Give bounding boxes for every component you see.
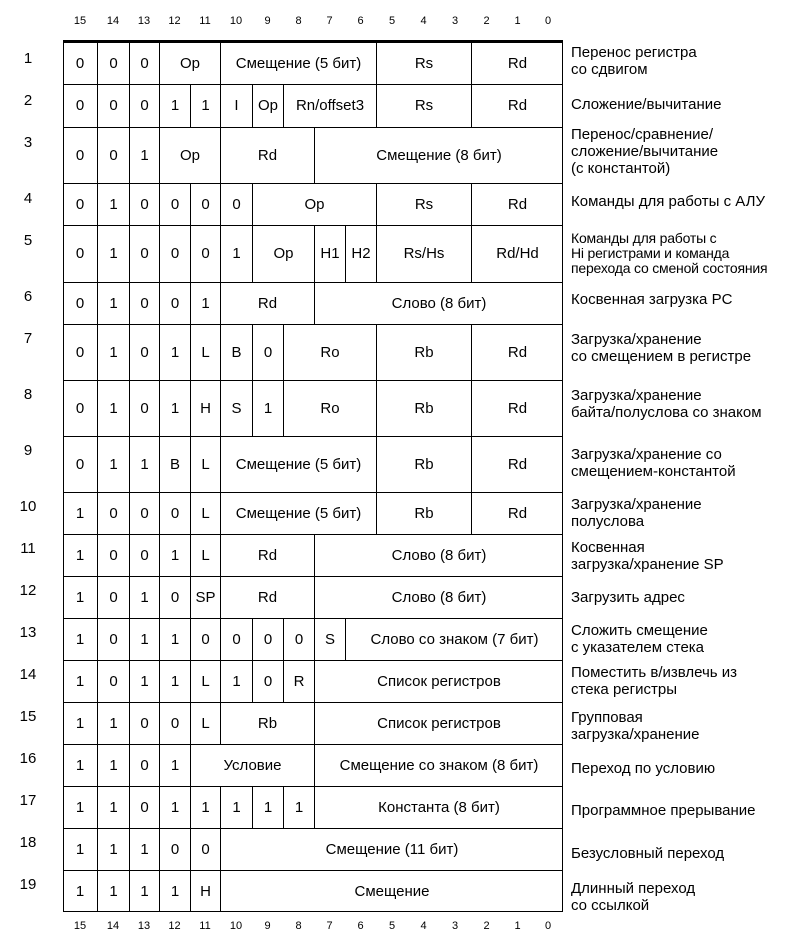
bit-field-cell: Rs/Hs bbox=[376, 225, 471, 282]
bit-field-cell: H1 bbox=[314, 225, 345, 282]
bit-field-cell: 0 bbox=[159, 828, 190, 870]
bit-field-cell: 1 bbox=[159, 324, 190, 380]
bit-field-cell: Rd bbox=[471, 324, 563, 380]
bit-field-cell: 1 bbox=[129, 436, 159, 492]
bit-field-cell: Смещение bbox=[220, 870, 563, 912]
bit-field-cell: L bbox=[190, 660, 220, 702]
row-number: 19 bbox=[19, 876, 37, 893]
bit-field-cell: Rs bbox=[376, 42, 471, 84]
row-number: 12 bbox=[19, 582, 37, 599]
bit-field-cell: 1 bbox=[190, 84, 220, 127]
bit-field-cell: L bbox=[190, 702, 220, 744]
bit-field-cell: Rb bbox=[376, 492, 471, 534]
row-number: 2 bbox=[23, 92, 33, 109]
bit-field-cell: 1 bbox=[75, 672, 85, 690]
bit-field-cell: 1 bbox=[75, 504, 85, 522]
bit-field-cell: 0 bbox=[75, 146, 85, 164]
bit-field-cell: 1 bbox=[75, 798, 85, 816]
bit-field-cell: 1 bbox=[159, 744, 190, 786]
bit-field-cell: 1 bbox=[220, 660, 252, 702]
bit-field-cell: 0 bbox=[97, 84, 129, 127]
row-number: 16 bbox=[19, 750, 37, 767]
format-description: Перенос регистра со сдвигом bbox=[571, 44, 697, 78]
bit-field-cell: 1 bbox=[97, 436, 129, 492]
bit-field-cell: Rs bbox=[376, 84, 471, 127]
format-description: Программное прерывание bbox=[571, 802, 756, 819]
bit-field-cell: 1 bbox=[75, 840, 85, 858]
bit-field-cell: Константа (8 бит) bbox=[314, 786, 563, 828]
row-number: 7 bbox=[23, 330, 33, 347]
bit-field-cell: 0 bbox=[129, 282, 159, 324]
bit-field-cell: 0 bbox=[159, 225, 190, 282]
bit-field-cell: Rb bbox=[376, 380, 471, 436]
bit-number-top: 14 bbox=[106, 15, 120, 27]
bit-field-cell: L bbox=[190, 534, 220, 576]
bit-field-cell: Rd bbox=[220, 127, 314, 183]
format-description: Перенос/сравнение/ сложение/вычитание (с константой) bbox=[571, 126, 719, 177]
bit-field-cell: Op bbox=[252, 84, 283, 127]
bit-field-cell: 0 bbox=[159, 576, 190, 618]
bit-field-cell: 1 bbox=[283, 786, 314, 828]
bit-field-cell: 0 bbox=[129, 225, 159, 282]
bit-number-bottom: 14 bbox=[106, 920, 120, 932]
bit-field-cell: 0 bbox=[190, 828, 220, 870]
bit-field-cell: 1 bbox=[75, 756, 85, 774]
bit-field-cell: Смещение (5 бит) bbox=[220, 492, 376, 534]
bit-number-top: 9 bbox=[264, 15, 271, 27]
bit-field-cell: 1 bbox=[159, 618, 190, 660]
row-number: 5 bbox=[23, 232, 33, 249]
bit-field-cell: 0 bbox=[129, 42, 159, 84]
row-number: 14 bbox=[19, 666, 37, 683]
bit-field-cell: Ro bbox=[283, 380, 376, 436]
bit-field-cell: 1 bbox=[129, 828, 159, 870]
bit-field-cell: 1 bbox=[190, 282, 220, 324]
bit-number-top: 2 bbox=[483, 15, 490, 27]
bit-number-top: 0 bbox=[544, 15, 552, 27]
bit-number-bottom: 2 bbox=[483, 920, 490, 932]
format-description: Загрузка/хранение полуслова bbox=[571, 496, 702, 530]
bit-number-bottom: 8 bbox=[295, 920, 302, 932]
bit-field-cell: B bbox=[220, 324, 252, 380]
bit-number-bottom: 0 bbox=[544, 920, 552, 932]
bit-field-cell: 0 bbox=[75, 97, 85, 114]
bit-number-bottom: 11 bbox=[199, 920, 211, 932]
format-description: Загрузка/хранение байта/полуслова со знаком bbox=[571, 387, 762, 421]
bit-field-cell: 0 bbox=[159, 183, 190, 225]
bit-field-cell: Op bbox=[252, 225, 314, 282]
bit-field-cell: Rd bbox=[471, 84, 563, 127]
bit-field-cell: 0 bbox=[129, 744, 159, 786]
bit-field-cell: Op bbox=[159, 42, 220, 84]
bit-field-cell: 1 bbox=[97, 380, 129, 436]
bit-number-top: 13 bbox=[137, 15, 151, 27]
bit-field-cell: 1 bbox=[75, 630, 85, 648]
bit-field-cell: 0 bbox=[190, 225, 220, 282]
bit-field-cell: 0 bbox=[252, 660, 283, 702]
bit-field-cell: Rb bbox=[376, 324, 471, 380]
bit-field-cell: 1 bbox=[75, 588, 85, 606]
bit-field-cell: 1 bbox=[97, 702, 129, 744]
bit-number-top: 5 bbox=[388, 15, 396, 27]
bit-field-cell: 0 bbox=[283, 618, 314, 660]
bit-field-cell: B bbox=[159, 436, 190, 492]
bit-number-bottom: 15 bbox=[73, 920, 87, 932]
bit-number-bottom: 3 bbox=[451, 920, 459, 932]
bit-field-cell: 1 bbox=[97, 183, 129, 225]
bit-field-cell: 0 bbox=[97, 660, 129, 702]
bit-field-cell: H2 bbox=[345, 225, 376, 282]
bit-field-cell: Rd bbox=[220, 534, 314, 576]
bit-field-cell: Смещение (5 бит) bbox=[220, 436, 376, 492]
bit-field-cell: Смещение (5 бит) bbox=[220, 42, 376, 84]
bit-field-cell: 0 bbox=[97, 576, 129, 618]
bit-field-cell: 1 bbox=[159, 84, 190, 127]
format-description: Переход по условию bbox=[571, 760, 716, 777]
row-number: 8 bbox=[23, 386, 33, 403]
bit-number-top: 6 bbox=[357, 15, 364, 27]
bit-field-cell: 0 bbox=[75, 399, 85, 417]
bit-field-cell: H bbox=[190, 870, 220, 912]
bit-field-cell: 0 bbox=[159, 492, 190, 534]
bit-field-cell: 0 bbox=[129, 324, 159, 380]
bit-field-cell: SP bbox=[190, 576, 220, 618]
bit-field-cell: Условие bbox=[190, 744, 314, 786]
bit-field-cell: 1 bbox=[252, 786, 283, 828]
bit-field-cell: 1 bbox=[129, 660, 159, 702]
bit-field-cell: Слово (8 бит) bbox=[314, 534, 563, 576]
bit-number-bottom: 13 bbox=[137, 920, 151, 932]
bit-field-cell: 0 bbox=[97, 534, 129, 576]
bit-field-cell: 0 bbox=[97, 127, 129, 183]
bit-field-cell: 0 bbox=[75, 245, 85, 262]
bit-field-cell: 0 bbox=[252, 324, 283, 380]
bit-number-top: 8 bbox=[295, 15, 302, 27]
bit-field-cell: 0 bbox=[129, 534, 159, 576]
bit-field-cell: 0 bbox=[129, 702, 159, 744]
bit-field-cell: Rd bbox=[471, 380, 563, 436]
row-number: 6 bbox=[23, 288, 33, 305]
bit-field-cell: Rd bbox=[471, 183, 563, 225]
bit-field-cell: 1 bbox=[97, 225, 129, 282]
row-number: 17 bbox=[19, 792, 37, 809]
bit-field-cell: Список регистров bbox=[314, 702, 563, 744]
bit-field-cell: 0 bbox=[220, 618, 252, 660]
bit-field-cell: 0 bbox=[129, 786, 159, 828]
bit-field-cell: Смещение (11 бит) bbox=[220, 828, 563, 870]
format-description: Команды для работы с Hi регистрами и команда перехода со сменой состояния bbox=[571, 230, 768, 276]
bit-number-bottom: 6 bbox=[357, 920, 364, 932]
bit-field-cell: L bbox=[190, 324, 220, 380]
bit-field-cell: 1 bbox=[159, 786, 190, 828]
bit-number-top: 7 bbox=[326, 15, 333, 27]
bit-number-top: 15 bbox=[73, 15, 87, 27]
bit-field-cell: 1 bbox=[190, 786, 220, 828]
bit-field-cell: 0 bbox=[129, 84, 159, 127]
bit-field-cell: 1 bbox=[129, 127, 159, 183]
bit-field-cell: S bbox=[220, 380, 252, 436]
bit-field-cell: Ro bbox=[283, 324, 376, 380]
bit-field-cell: Смещение со знаком (8 бит) bbox=[314, 744, 563, 786]
bit-field-cell: 1 bbox=[159, 660, 190, 702]
bit-field-cell: 0 bbox=[252, 618, 283, 660]
bit-field-cell: 1 bbox=[97, 324, 129, 380]
bit-field-cell: Слово (8 бит) bbox=[314, 282, 563, 324]
bit-field-cell: 1 bbox=[97, 282, 129, 324]
bit-field-cell: 0 bbox=[159, 702, 190, 744]
bit-number-top: 1 bbox=[514, 15, 521, 27]
bit-field-cell: 1 bbox=[97, 870, 129, 912]
format-description: Косвенная загрузка PC bbox=[571, 291, 733, 308]
bit-field-cell: Список регистров bbox=[314, 660, 563, 702]
bit-field-cell: 1 bbox=[97, 744, 129, 786]
bit-number-bottom: 1 bbox=[514, 920, 521, 932]
bit-number-bottom: 10 bbox=[229, 920, 243, 932]
bit-field-cell: 1 bbox=[220, 786, 252, 828]
bit-field-cell: I bbox=[220, 84, 252, 127]
format-description: Поместить в/извлечь из стека регистры bbox=[571, 664, 738, 698]
format-description: Загрузить адрес bbox=[571, 589, 685, 606]
bit-field-cell: Слово (8 бит) bbox=[314, 576, 563, 618]
row-number: 4 bbox=[23, 190, 33, 207]
row-number: 3 bbox=[23, 134, 33, 151]
bit-field-cell: Rn/offset3 bbox=[283, 84, 376, 127]
bit-field-cell: Смещение (8 бит) bbox=[314, 127, 563, 183]
bit-field-cell: Rb bbox=[376, 436, 471, 492]
bit-field-cell: Rd bbox=[471, 492, 563, 534]
bit-field-cell: 0 bbox=[75, 343, 85, 361]
bit-field-cell: Rd bbox=[471, 42, 563, 84]
bit-field-cell: 1 bbox=[252, 380, 283, 436]
format-description: Загрузка/хранение со смещением в регистре bbox=[571, 331, 752, 365]
bit-field-cell: 0 bbox=[190, 183, 220, 225]
bit-field-cell: 1 bbox=[129, 618, 159, 660]
bit-field-cell: 0 bbox=[129, 183, 159, 225]
bit-field-cell: 1 bbox=[97, 828, 129, 870]
bit-field-cell: 0 bbox=[75, 195, 85, 213]
format-description: Загрузка/хранение со смещением-константой bbox=[571, 446, 736, 480]
bit-field-cell: 0 bbox=[97, 618, 129, 660]
bit-field-cell: Op bbox=[252, 183, 376, 225]
bit-field-cell: 0 bbox=[75, 455, 85, 473]
row-number: 1 bbox=[23, 50, 33, 67]
bit-number-top: 3 bbox=[451, 15, 459, 27]
bit-field-cell: Rs bbox=[376, 183, 471, 225]
bit-field-cell: 1 bbox=[159, 870, 190, 912]
bit-field-cell: Rd/Hd bbox=[471, 225, 563, 282]
bit-number-top: 11 bbox=[199, 15, 211, 27]
bit-field-cell: 1 bbox=[129, 870, 159, 912]
bit-field-cell: Слово со знаком (7 бит) bbox=[345, 618, 563, 660]
row-number: 11 bbox=[20, 540, 36, 557]
bit-field-cell: 0 bbox=[97, 492, 129, 534]
format-description: Сложить смещение с указателем стека bbox=[571, 622, 708, 656]
bit-field-cell: 1 bbox=[75, 882, 85, 900]
row-number: 9 bbox=[23, 442, 33, 459]
bit-number-bottom: 9 bbox=[264, 920, 271, 932]
bit-field-cell: Rd bbox=[220, 282, 314, 324]
bit-field-cell: 0 bbox=[97, 42, 129, 84]
bit-field-cell: R bbox=[283, 660, 314, 702]
bit-field-cell: 0 bbox=[75, 54, 85, 72]
bit-field-cell: 1 bbox=[159, 534, 190, 576]
bit-field-cell: 1 bbox=[220, 225, 252, 282]
bit-number-bottom: 4 bbox=[420, 920, 427, 932]
bit-field-cell: Rd bbox=[471, 436, 563, 492]
bit-field-cell: 1 bbox=[129, 576, 159, 618]
bit-number-bottom: 12 bbox=[168, 920, 181, 932]
bit-field-cell: Op bbox=[159, 127, 220, 183]
row-number: 13 bbox=[19, 624, 37, 641]
format-description: Команды для работы с АЛУ bbox=[571, 193, 765, 210]
bit-field-cell: 1 bbox=[75, 546, 85, 564]
bit-field-cell: L bbox=[190, 436, 220, 492]
format-description: Безусловный переход bbox=[571, 845, 725, 862]
row-number: 15 bbox=[19, 708, 37, 725]
bit-field-cell: 0 bbox=[75, 294, 85, 312]
bit-field-cell: 0 bbox=[220, 183, 252, 225]
bit-field-cell: 0 bbox=[159, 282, 190, 324]
bit-field-cell: 0 bbox=[129, 380, 159, 436]
bit-field-cell: S bbox=[314, 618, 345, 660]
bit-field-cell: 1 bbox=[75, 714, 85, 732]
format-description: Групповая загрузка/хранение bbox=[571, 709, 700, 743]
bit-field-cell: L bbox=[190, 492, 220, 534]
format-description: Длинный переход со ссылкой bbox=[571, 880, 696, 914]
bit-number-bottom: 5 bbox=[388, 920, 396, 932]
format-description: Косвенная загрузка/хранение SP bbox=[571, 539, 724, 573]
format-description: Сложение/вычитание bbox=[571, 96, 722, 113]
bit-field-cell: 1 bbox=[159, 380, 190, 436]
row-number: 10 bbox=[19, 498, 37, 515]
bit-number-top: 4 bbox=[420, 15, 427, 27]
bit-number-top: 12 bbox=[168, 15, 181, 27]
bit-field-cell: H bbox=[190, 380, 220, 436]
bit-field-cell: Rd bbox=[220, 576, 314, 618]
bit-field-cell: Rb bbox=[220, 702, 314, 744]
bit-number-bottom: 7 bbox=[326, 920, 333, 932]
row-number: 18 bbox=[19, 834, 37, 851]
bit-field-cell: 1 bbox=[97, 786, 129, 828]
bit-number-top: 10 bbox=[229, 15, 243, 27]
bit-field-cell: 0 bbox=[129, 492, 159, 534]
bit-field-cell: 0 bbox=[190, 618, 220, 660]
